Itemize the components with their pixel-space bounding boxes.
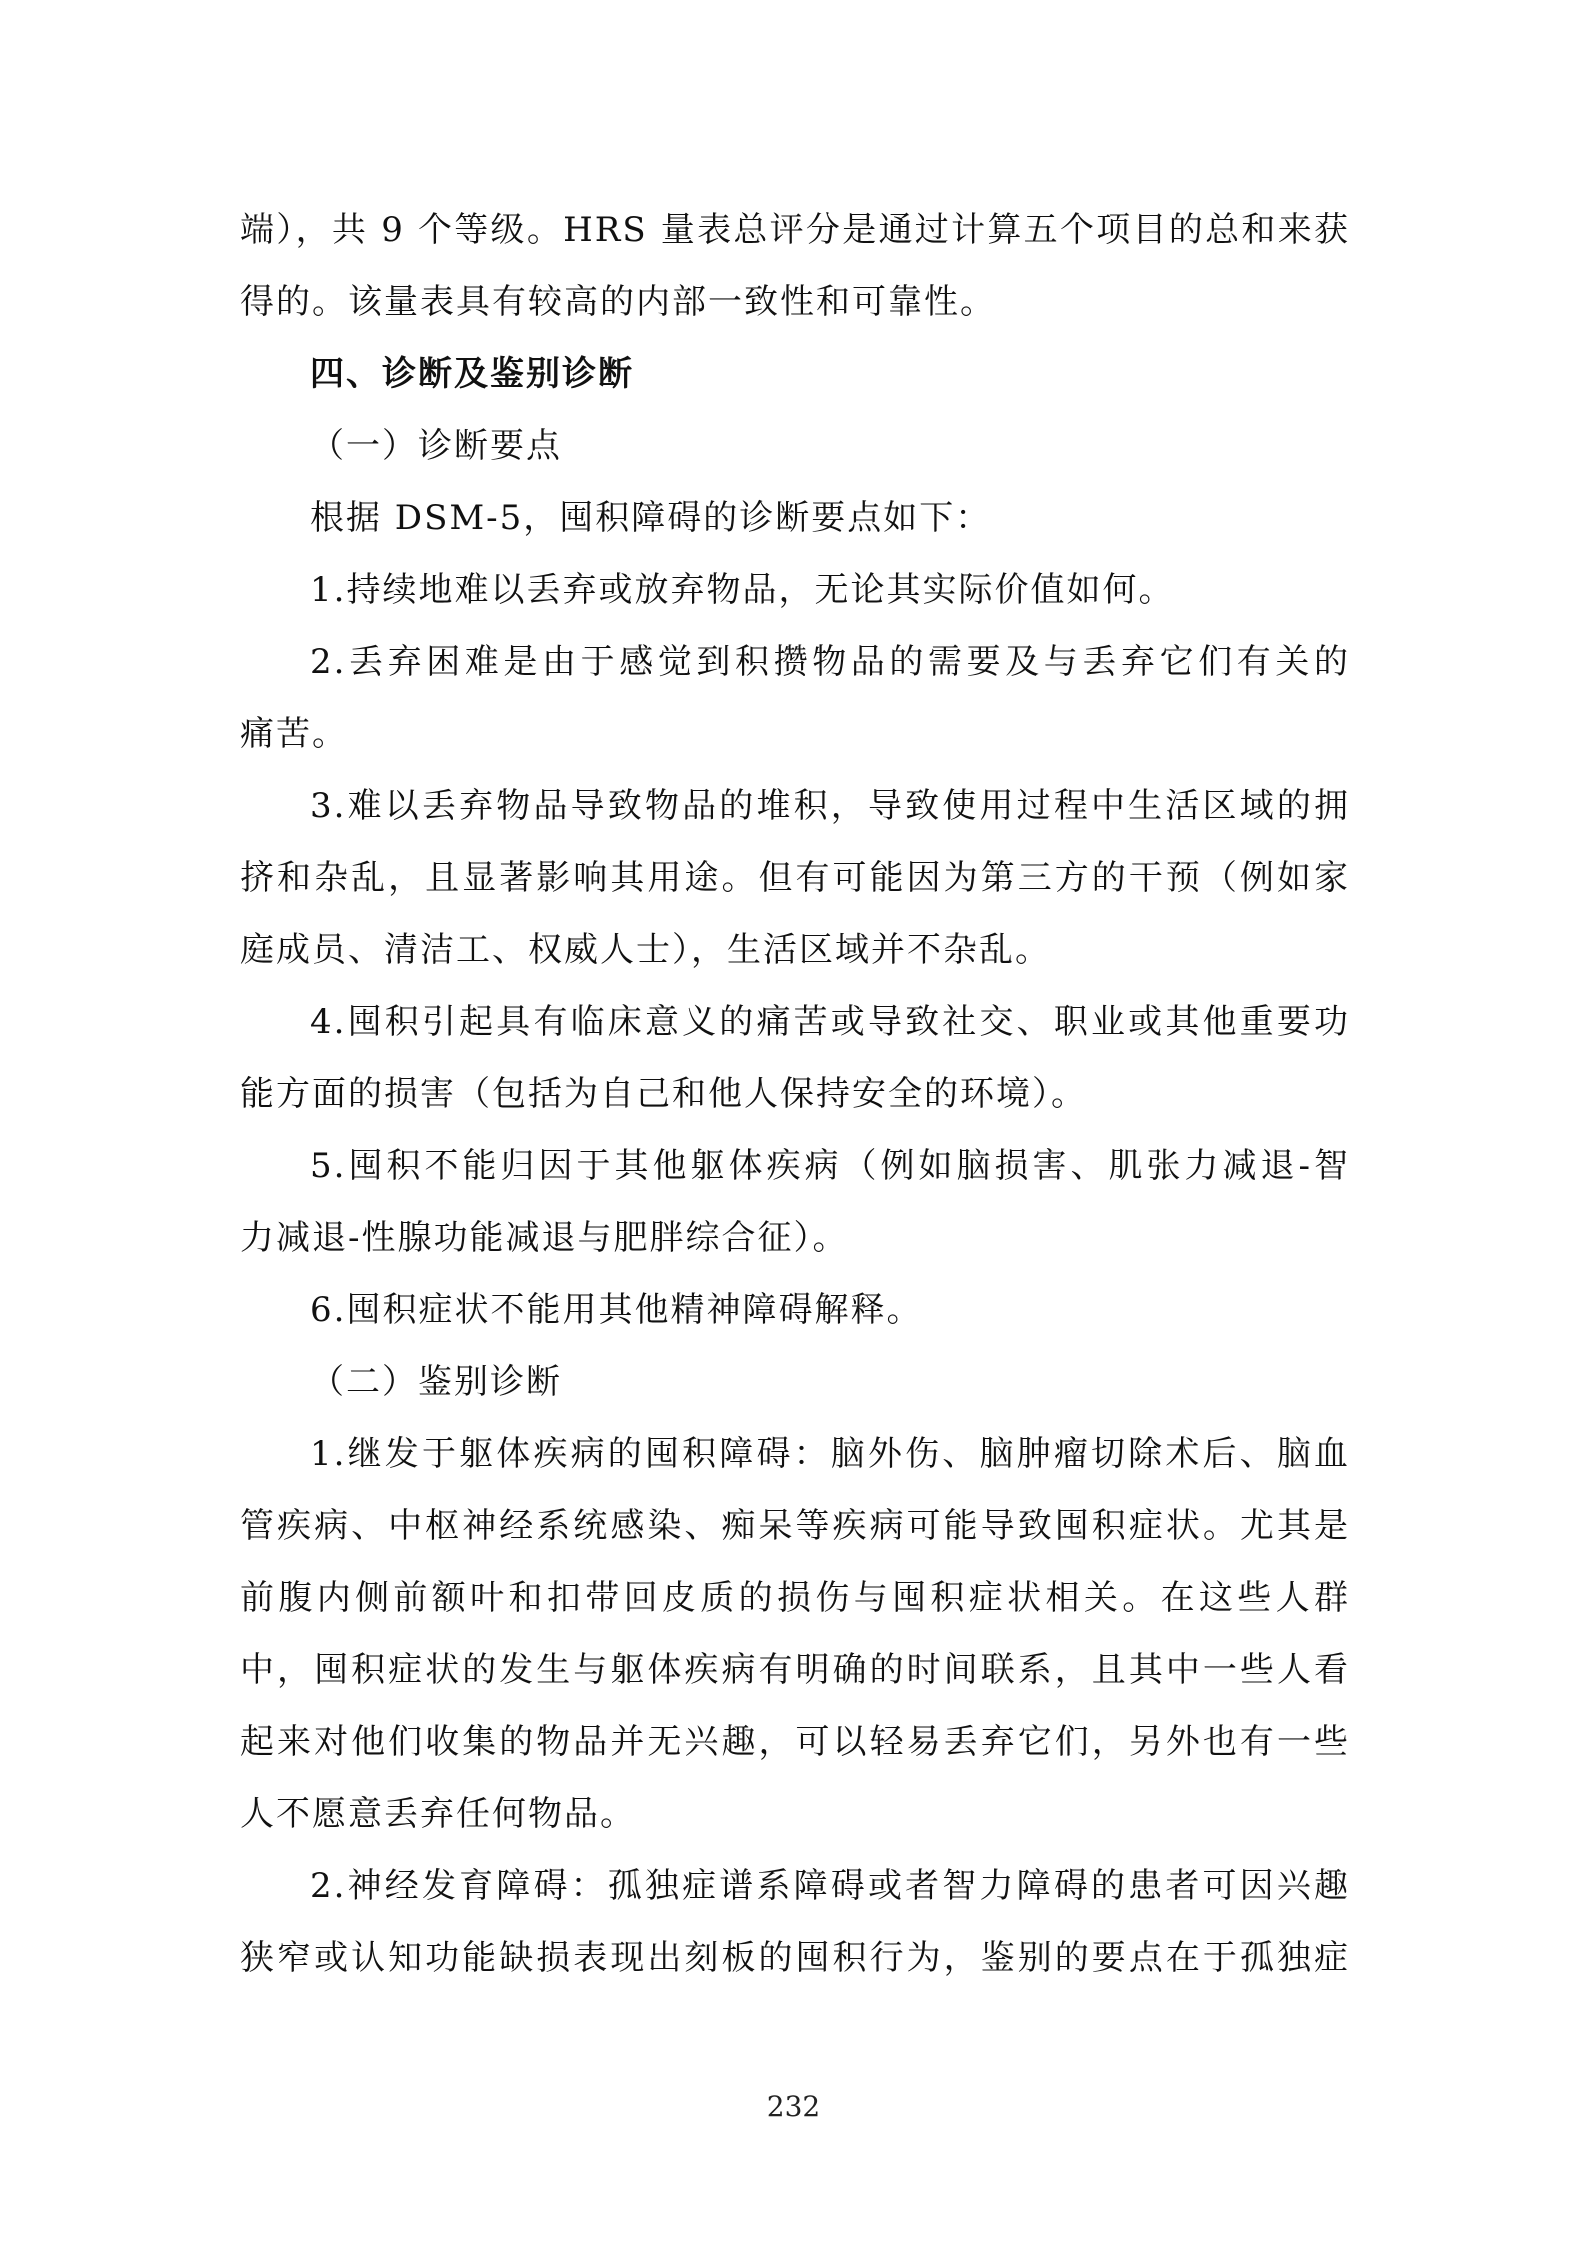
list-item: 1.持续地难以丢弃或放弃物品，无论其实际价值如何。 [310, 570, 1175, 610]
paragraph-line: 人不愿意丢弃任何物品。 [240, 1794, 636, 1834]
list-item: 2.神经发育障碍：孤独症谱系障碍或者智力障碍的患者可因兴趣 [310, 1866, 1350, 1906]
paragraph-line: 能方面的损害（包括为自己和他人保持安全的环境）。 [240, 1074, 1087, 1114]
section-heading: 四、诊断及鉴别诊断 [310, 354, 634, 394]
list-item: 6.囤积症状不能用其他精神障碍解释。 [310, 1290, 923, 1330]
paragraph-line: 管疾病、中枢神经系统感染、痴呆等疾病可能导致囤积症状。尤其是 [240, 1506, 1350, 1546]
paragraph-line: 前腹内侧前额叶和扣带回皮质的损伤与囤积症状相关。在这些人群 [240, 1578, 1350, 1618]
paragraph-line: 狭窄或认知功能缺损表现出刻板的囤积行为，鉴别的要点在于孤独症 [240, 1938, 1350, 1978]
paragraph-line: 起来对他们收集的物品并无兴趣，可以轻易丢弃它们，另外也有一些 [240, 1722, 1350, 1762]
paragraph-line: 端），共 9 个等级。HRS 量表总评分是通过计算五个项目的总和来获 [240, 210, 1350, 250]
list-item: 2.丢弃困难是由于感觉到积攒物品的需要及与丢弃它们有关的 [310, 642, 1350, 682]
list-item: 1.继发于躯体疾病的囤积障碍：脑外伤、脑肿瘤切除术后、脑血 [310, 1434, 1350, 1474]
paragraph-line: 庭成员、清洁工、权威人士），生活区域并不杂乱。 [240, 930, 1051, 970]
page-number: 232 [766, 2090, 821, 2123]
paragraph-line: 力减退-性腺功能减退与肥胖综合征）。 [240, 1218, 849, 1258]
list-item: 5.囤积不能归因于其他躯体疾病（例如脑损害、肌张力减退-智 [310, 1146, 1350, 1186]
list-item: 4.囤积引起具有临床意义的痛苦或导致社交、职业或其他重要功 [310, 1002, 1350, 1042]
subsection-heading: （一）诊断要点 [310, 426, 562, 466]
subsection-heading: （二）鉴别诊断 [310, 1362, 562, 1402]
paragraph-line: 得的。该量表具有较高的内部一致性和可靠性。 [240, 282, 996, 322]
list-item: 3.难以丢弃物品导致物品的堆积，导致使用过程中生活区域的拥 [310, 786, 1350, 826]
paragraph-line: 痛苦。 [240, 714, 348, 754]
paragraph-line: 根据 DSM-5，囤积障碍的诊断要点如下： [310, 498, 992, 538]
paragraph-line: 中，囤积症状的发生与躯体疾病有明确的时间联系，且其中一些人看 [240, 1650, 1350, 1690]
paragraph-line: 挤和杂乱，且显著影响其用途。但有可能因为第三方的干预（例如家 [240, 858, 1350, 898]
